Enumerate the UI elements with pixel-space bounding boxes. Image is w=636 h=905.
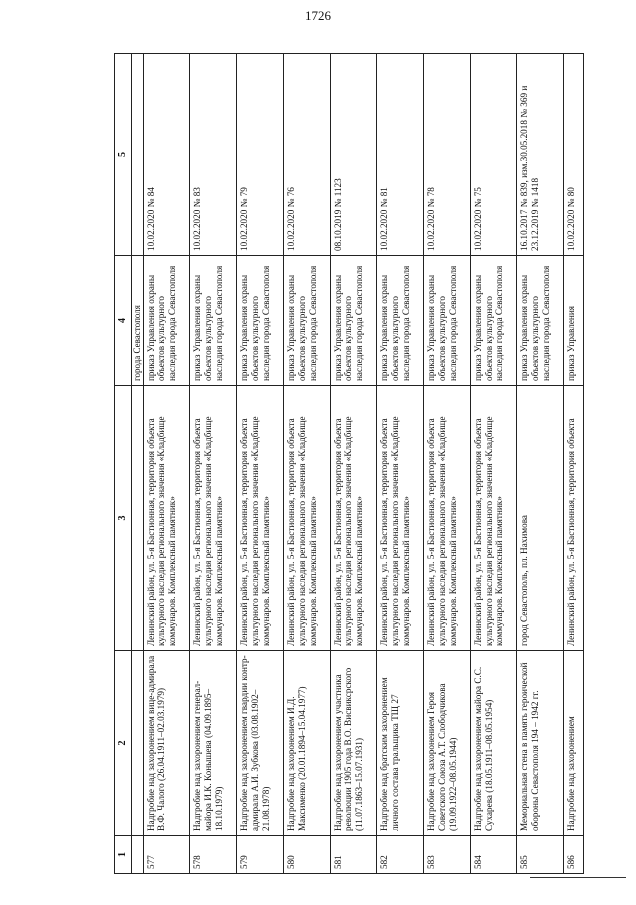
row-number: 585 — [517, 836, 564, 874]
row-number: 580 — [283, 836, 330, 874]
document-date: 10.02.2020 № 79 — [237, 54, 284, 256]
header-row — [115, 54, 132, 874]
object-location: Ленинский район, ул. 5-я Бастионная, территория объекта культурного наследия регионального значения «Кладбище коммунаров. Комплексный памятник» — [283, 386, 330, 651]
cell — [132, 54, 144, 256]
table-row — [330, 54, 377, 874]
object-name: Надгробие над захоронением участника революции 1905 года В.О. Висвиксрского (11.07.1863–15.07.1931) — [330, 651, 377, 836]
protection-document: приказ Управления охраны объектов культурного наследия города Севастополя — [517, 256, 564, 386]
object-location: город Севастополь, пл. Нахимова — [517, 386, 564, 651]
heritage-registry-table — [114, 53, 584, 874]
document-date: 10.02.2020 № 81 — [377, 54, 424, 256]
object-name: Надгробие над захоронением вице-адмирала В.Ф. Чалого (26.04.1911–02.03.1979) — [143, 651, 190, 836]
object-name: Надгробие над захоронением генерал-майора И.К. Конышева (04.09.1895–18.10.1979) — [190, 651, 237, 836]
protection-document: приказ Управления охраны объектов культурного наследия города Севастополя — [377, 256, 424, 386]
row-number: 579 — [237, 836, 284, 874]
object-location: Ленинский район, ул. 5-я Бастионная, территория объекта культурного наследия регионального значения «Кладбище коммунаров. Комплексный памятник» — [470, 386, 517, 651]
document-date: 10.02.2020 № 84 — [143, 54, 190, 256]
row-number: 586 — [564, 836, 584, 874]
row-number: 584 — [470, 836, 517, 874]
document-date: 10.02.2020 № 83 — [190, 54, 237, 256]
continuation-row — [132, 54, 144, 874]
table-row — [517, 54, 564, 874]
table-row — [190, 54, 237, 874]
object-location: Ленинский район, ул. 5-я Бастионная, территория объекта — [564, 386, 584, 651]
page-number: 1726 — [305, 8, 331, 23]
cell — [132, 651, 144, 836]
object-location: Ленинский район, ул. 5-я Бастионная, территория объекта культурного наследия регионального значения «Кладбище коммунаров. Комплексный памятник» — [237, 386, 284, 651]
protection-document: приказ Управления охраны объектов культурного наследия города Севастополя — [470, 256, 517, 386]
row-number: 577 — [143, 836, 190, 874]
row-number: 578 — [190, 836, 237, 874]
protection-document: приказ Управления охраны объектов культурного наследия города Севастополя — [330, 256, 377, 386]
header-col-5: 5 — [115, 54, 132, 256]
table-row — [283, 54, 330, 874]
object-name: Надгробие над захоронением Героя Советского Союза А.Т. Слободчикова (19.09.1922–08.05.1944) — [424, 651, 471, 836]
protection-document: приказ Управления охраны объектов культурного наследия города Севастополя — [143, 256, 190, 386]
object-name: Надгробие над захоронением — [564, 651, 584, 836]
object-location: Ленинский район, ул. 5-я Бастионная, территория объекта культурного наследия регионального значения «Кладбище коммунаров. Комплексный памятник» — [424, 386, 471, 651]
object-name: Надгробие над братским захоронением личного состава тральщика ТЩ 27 — [377, 651, 424, 836]
protection-document: приказ Управления охраны объектов культурного наследия города Севастополя — [190, 256, 237, 386]
table-row — [470, 54, 517, 874]
document-date: 10.02.2020 № 78 — [424, 54, 471, 256]
object-location: Ленинский район, ул. 5-я Бастионная, территория объекта культурного наследия регионального значения «Кладбище коммунаров. Комплексный памятник» — [330, 386, 377, 651]
object-location: Ленинский район, ул. 5-я Бастионная, территория объекта культурного наследия регионального значения «Кладбище коммунаров. Комплексный памятник» — [190, 386, 237, 651]
row-number: 582 — [377, 836, 424, 874]
protection-document: приказ Управления — [564, 256, 584, 386]
cell — [132, 836, 144, 874]
protection-document: приказ Управления охраны объектов культурного наследия города Севастополя — [283, 256, 330, 386]
object-name: Надгробие над захоронением гвардии контр-адмирала А.И. Зубкова (03.08.1902–21.08.1978) — [237, 651, 284, 836]
document-date: 10.02.2020 № 80 — [564, 54, 584, 256]
continuation-text: города Севастополя — [132, 256, 144, 386]
object-name: Мемориальная стена в память героической обороны Севастополя 194 – 1942 гг. — [517, 651, 564, 836]
object-name: Надгробие над захоронением И.Д. Максименко (20.01.1894–15.04.1977) — [283, 651, 330, 836]
object-location: Ленинский район, ул. 5-я Бастионная, территория объекта культурного наследия регионального значения «Кладбище коммунаров. Комплексный памятник» — [377, 386, 424, 651]
row-number: 581 — [330, 836, 377, 874]
header-col-2: 2 — [115, 651, 132, 836]
protection-document: приказ Управления охраны объектов культурного наследия города Севастополя — [424, 256, 471, 386]
table-row — [237, 54, 284, 874]
row-number: 583 — [424, 836, 471, 874]
header-col-1: 1 — [115, 836, 132, 874]
header-col-3: 3 — [115, 386, 132, 651]
document-date: 10.02.2020 № 75 — [470, 54, 517, 256]
table-row — [564, 54, 584, 874]
rotated-table-page — [114, 54, 584, 874]
object-location: Ленинский район, ул. 5-я Бастионная, территория объекта культурного наследия регионального значения «Кладбище коммунаров. Комплексный памятник» — [143, 386, 190, 651]
object-name: Надгробие над захоронением майора С.С. Сухарева (18.05.1911–08.05.1954) — [470, 651, 517, 836]
footer-rule — [530, 877, 626, 878]
document-date: 10.02.2020 № 76 — [283, 54, 330, 256]
table-row — [377, 54, 424, 874]
document-date: 08.10.2019 № 1123 — [330, 54, 377, 256]
table-row — [424, 54, 471, 874]
cell — [132, 386, 144, 651]
document-date: 16.10.2017 № 839, изм.30.05.2018 № 369 и 23.12.2019 № 1418 — [517, 54, 564, 256]
header-col-4: 4 — [115, 256, 132, 386]
table-row — [143, 54, 190, 874]
protection-document: приказ Управления охраны объектов культурного наследия города Севастополя — [237, 256, 284, 386]
